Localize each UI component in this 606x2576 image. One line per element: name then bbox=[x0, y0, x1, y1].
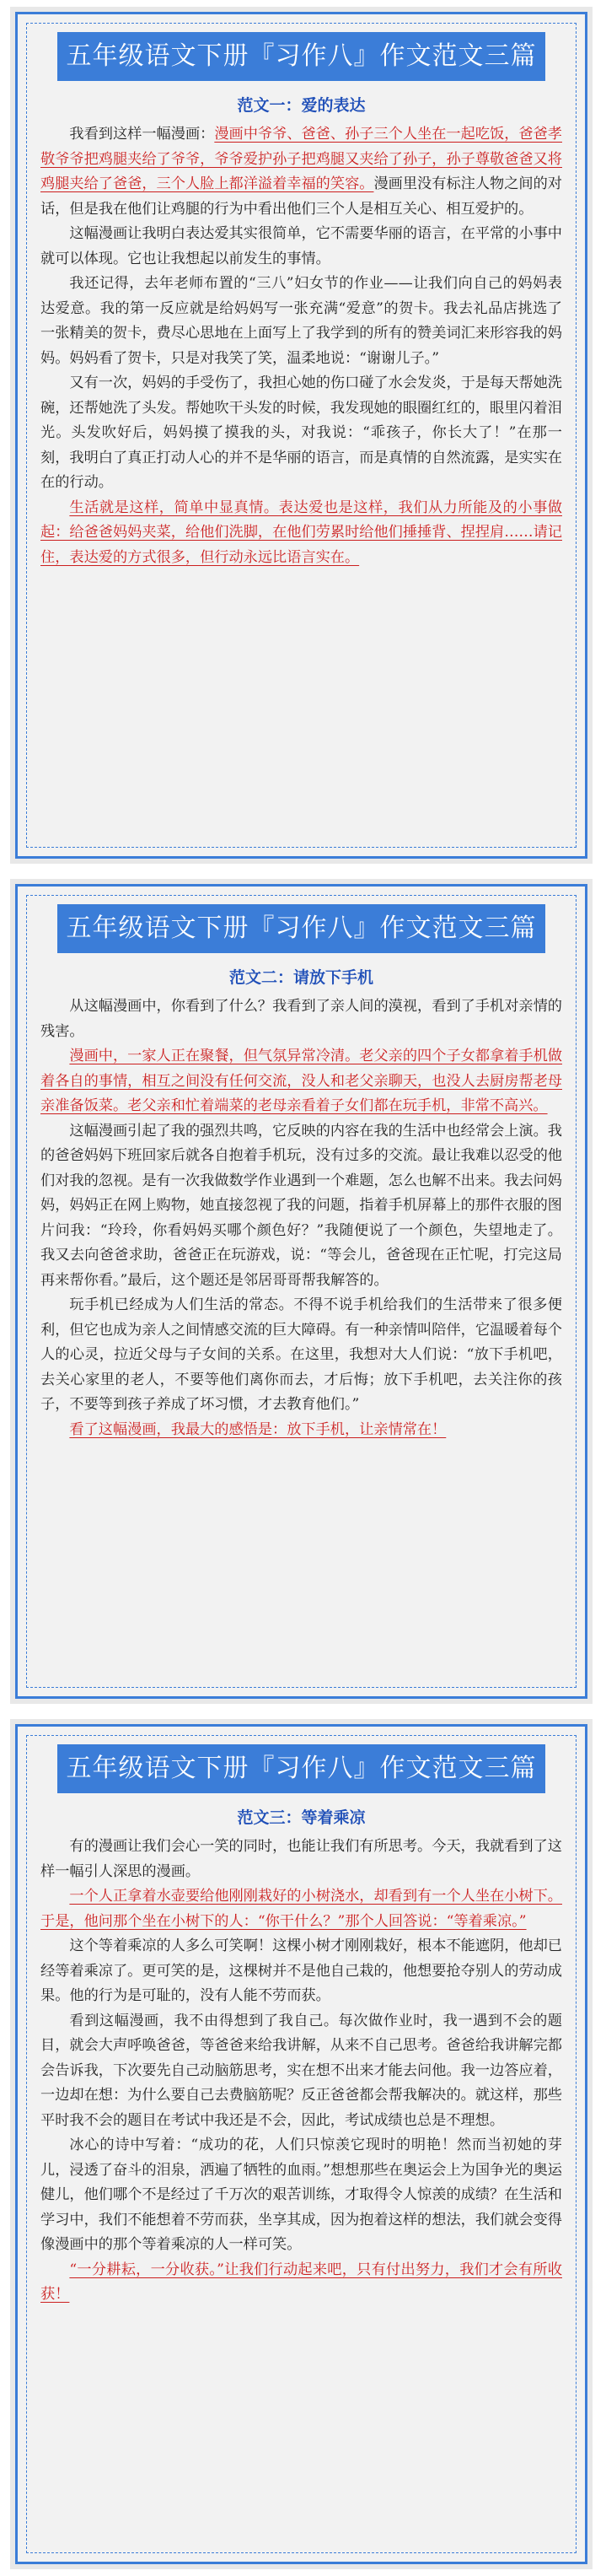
essay-card-1 bbox=[15, 12, 587, 859]
banner-title: 五年级语文下册『习作八』作文范文三篇 bbox=[57, 1744, 545, 1793]
essay-2-paragraph-1: 从这幅漫画中，你看到了什么？我看到了亲人间的漠视，看到了手机对亲情的残害。 bbox=[40, 998, 562, 1040]
essay-1-paragraph-3: 我还记得，去年老师布置的“三八”妇女节的作业——让我们向自己的妈妈表达爱意。我的第一反应就是给妈妈写一张充满“爱意”的贺卡。我去礼品店挑选了一张精美的贺卡，费尽心思地在上面写上了我学到的所有的赞美词汇来形容我的妈妈。妈妈看了贺卡，只是对我笑了笑，温柔地说：“谢谢儿子。” bbox=[40, 275, 562, 367]
essay-card-3-frame bbox=[26, 1735, 577, 2553]
essay-3-paragraph-1: 有的漫画让我们会心一笑的同时，也能让我们有所思考。今天，我就看到了这样一幅引人深思的漫画。 bbox=[40, 1838, 562, 1880]
essay-card-2 bbox=[15, 884, 587, 1699]
essay-3-paragraph-6: “一分耕耘，一分收获。”让我们行动起来吧，只有付出努力，我们才会有所收获！ bbox=[40, 2261, 562, 2303]
essay-1-paragraph-5: 生活就是这样，简单中显真情。表达爱也是这样，我们从力所能及的小事做起：给爸爸妈妈夹菜，给他们洗脚，在他们劳累时给他们捶捶背、捏捏肩……请记住，表达爱的方式很多，但行动永远比语言实在。 bbox=[40, 498, 562, 566]
essay-2-paragraph-3: 这幅漫画引起了我的强烈共鸣，它反映的内容在我的生活中也经常会上演。我的爸爸妈妈下班回家后就各自抱着手机玩，没有过多的交流。最让我难以忍受的他们对我的忽视。是有一次我做数学作业遇到一个难题，怎么也解不出来。我去问妈妈，妈妈正在网上购物，她直接忽视了我的问题，指着手机屏幕上的那件衣服的图片问我：“玲玲，你看妈妈买哪个颜色好？”我随便说了一个颜色，失望地走了。我又去向爸爸求助，爸爸正在玩游戏，说：“等会儿，爸爸现在正忙呢，打完这局再来帮你看。”最后，这个题还是邻居哥哥帮我解答的。 bbox=[40, 1122, 562, 1289]
essay-3-paragraph-3: 这个等着乘凉的人多么可笑啊！这棵小树才刚刚栽好，根本不能遮阴，他却已经等着乘凉了。更可笑的是，这棵树并不是他自己栽的，他想要抢夺别人的劳动成果。他的行为是可耻的，没有人能不劳而获。 bbox=[40, 1937, 562, 2004]
essay-3-paragraph-2: 一个人正拿着水壶要给他刚刚栽好的小树浇水，却看到有一个人坐在小树下。于是，他问那个坐在小树下的人：“你干什么？”那个人回答说：“等着乘凉。” bbox=[40, 1888, 562, 1930]
essay-3-title: 范文三：等着乘凉 bbox=[237, 1808, 366, 1827]
essay-1-paragraph-2: 这幅漫画让我明白表达爱其实很简单，它不需要华丽的语言，在平常的小事中就可以体现。它也让我想起以前发生的事情。 bbox=[40, 225, 562, 267]
essay-card-2-frame bbox=[26, 895, 577, 1688]
essay-1-paragraph-1: 我看到这样一幅漫画：漫画中爷爷、爸爸、孙子三个人坐在一起吃饭，爸爸孝敬爷爷把鸡腿夹给了爷爷，爷爷爱护孙子把鸡腿又夹给了孙子，孙子尊敬爸爸又将鸡腿夹给了爸爸，三个人脸上都洋溢着幸福的笑容。漫画里没有标注人物之间的对话，但是我在他们让鸡腿的行为中看出他们三个人是相互关心、相互爱护的。 bbox=[40, 126, 562, 218]
banner-title: 五年级语文下册『习作八』作文范文三篇 bbox=[57, 904, 545, 953]
essay-1-title: 范文一：爱的表达 bbox=[237, 96, 366, 115]
essay-1-highlight: 漫画中爷爷、爸爸、孙子三个人坐在一起吃饭，爸爸孝敬爷爷把鸡腿夹给了爷爷，爷爷爱护孙子把鸡腿又夹给了孙子，孙子尊敬爸爸又将鸡腿夹给了爸爸，三个人脸上都洋溢着幸福的笑容。 bbox=[40, 126, 562, 192]
essay-1-paragraph-4: 又有一次，妈妈的手受伤了，我担心她的伤口碰了水会发炎，于是每天帮她洗碗，还帮她洗了头发。帮她吹干头发的时候，我发现她的眼圈红红的，眼里闪着泪光。头发吹好后，妈妈摸了摸我的头，对我说：“乖孩子，你长大了！”在那一刻，我明白了真正打动人心的并不是华丽的语言，而是真情的自然流露，是实实在在的行动。 bbox=[40, 375, 562, 491]
banner-title: 五年级语文下册『习作八』作文范文三篇 bbox=[57, 32, 545, 81]
essay-2-paragraph-2: 漫画中，一家人正在聚餐，但气氛异常冷清。老父亲的四个子女都拿着手机做着各自的事情，相互之间没有任何交流，没人和老父亲聊天，也没人去厨房帮老母亲准备饭菜。老父亲和忙着端菜的老母亲看着子女们都在玩手机，非常不高兴。 bbox=[40, 1048, 562, 1114]
essay-2-paragraph-5: 看了这幅漫画，我最大的感悟是：放下手机，让亲情常在！ bbox=[69, 1420, 447, 1438]
essay-2-title: 范文二：请放下手机 bbox=[228, 968, 373, 987]
essay-card-1-frame bbox=[26, 23, 577, 848]
essay-3-paragraph-4: 看到这幅漫画，我不由得想到了我自己。每次做作业时，我一遇到不会的题目，就会大声呼唤爸爸，等爸爸来给我讲解，从来不自己思考。爸爸给我讲解完都会告诉我，下次要先自己动脑筋思考，实在想不出来才能去问他。我一边答应着，一边却在想：为什么要自己去费脑筋呢？反正爸爸都会帮我解决的。就这样，那些平时我不会的题目在考试中我还是不会，因此，考试成绩也总是不理想。 bbox=[40, 2012, 562, 2129]
essay-card-3 bbox=[15, 1724, 587, 2564]
essay-3-paragraph-5: 冰心的诗中写着：“成功的花，人们只惊羡它现时的明艳！然而当初她的芽儿，浸透了奋斗的泪泉，洒遍了牺牲的血雨。”想想那些在奥运会上为国争光的奥运健儿，他们哪个不是经过了千万次的艰苦训练，才取得令人惊羡的成绩？在生活和学习中，我们不能想着不劳而获，坐享其成，因为抱着这样的想法，我们就会变得像漫画中的那个等着乘凉的人一样可笑。 bbox=[40, 2137, 562, 2253]
essay-2-paragraph-4: 玩手机已经成为人们生活的常态。不得不说手机给我们的生活带来了很多便利，但它也成为亲人之间情感交流的巨大障碍。有一种亲情叫陪伴，它温暖着每个人的心灵，拉近父母与子女间的关系。在这里，我想对大人们说：“放下手机吧，去关心家里的老人，不要等他们离你而去，才后悔；放下手机吧，去关注你的孩子，不要等到孩子养成了坏习惯，才去教育他们。” bbox=[40, 1296, 562, 1413]
